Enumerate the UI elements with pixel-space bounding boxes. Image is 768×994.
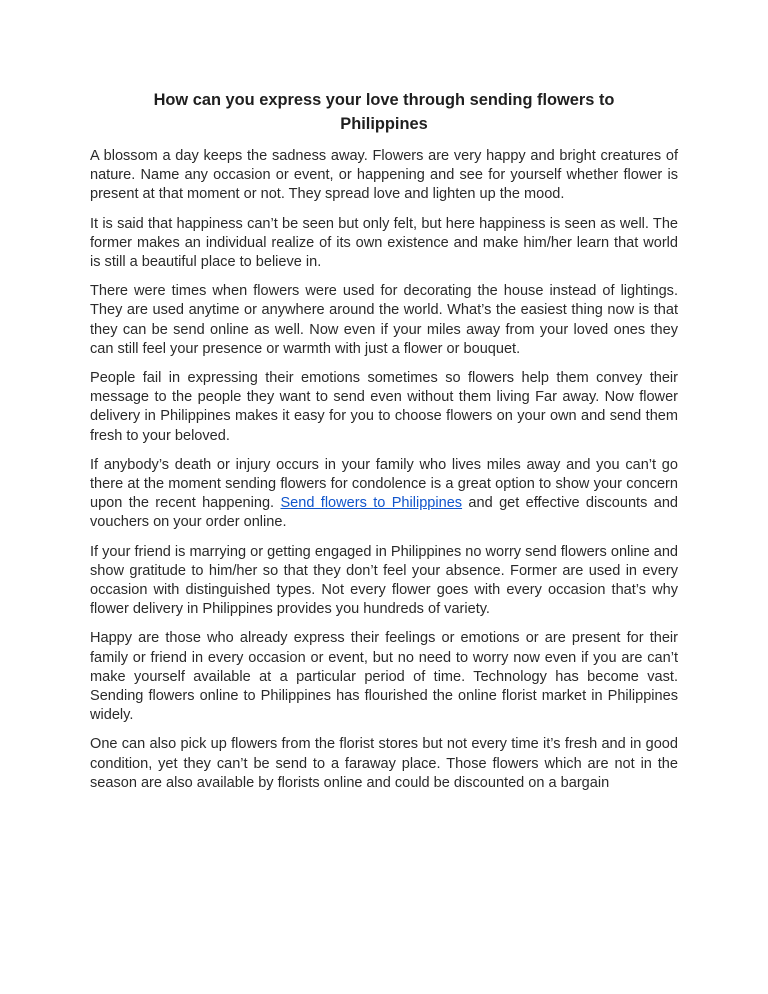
document-title: How can you express your love through sending flowers to Philippines bbox=[153, 91, 615, 133]
paragraph-4: People fail in expressing their emotions sometimes so flowers help them convey their message to the people they want to send even without them living Far away. Now flower delivery in Philippines makes it easy for you to choose flowers on your own and send them fresh to your beloved. bbox=[90, 370, 678, 444]
document-page bbox=[90, 88, 678, 803]
paragraph-1: A blossom a day keeps the sadness away. Flowers are very happy and bright creatures of nature. Name any occasion or event, or happening and see for yourself whether flower is present at that moment or not. They spread love and lighten up the mood. bbox=[90, 148, 678, 203]
paragraph-5-text-before: If anybody’s death or injury occurs in your family who lives miles away and you can’t go there at the moment sending flowers for condolence is a great option to show your concern upon the recent happening. bbox=[90, 456, 678, 512]
paragraph-8: One can also pick up flowers from the florist stores but not every time it’s fresh and in good condition, yet they can’t be send to a faraway place. Those flowers which are not in the season are also available by florists online and could be discounted on a bargain bbox=[90, 736, 678, 791]
paragraph-5 bbox=[90, 456, 678, 533]
paragraph-3: There were times when flowers were used for decorating the house instead of lightings. They are used anytime or anywhere around the world. What’s the easiest thing now is that they can be send online as well. Now even if your miles away from your loved ones they can still feel your presence or warmth with just a flower or bouquet. bbox=[90, 283, 678, 357]
paragraph-2: It is said that happiness can’t be seen but only felt, but here happiness is seen as well. The former makes an individual realize of its own existence and make him/her learn that world is still a beautiful place to believe in. bbox=[90, 215, 678, 271]
paragraph-5-text-after: and get effective discounts and vouchers on your order online. bbox=[90, 495, 678, 531]
paragraph-7: Happy are those who already express their feelings or emotions or are present for their family or friend in every occasion or event, but no need to worry now even if you are can’t make yourself available at a particular period of time. Technology has become vast. Sending flowers online to Philippines has flourished the online florist market in Philippines widely. bbox=[90, 630, 678, 724]
send-flowers-link[interactable]: Send flowers to Philippines bbox=[280, 495, 463, 512]
paragraph-6: If your friend is marrying or getting engaged in Philippines no worry send flowers online and show gratitude to him/her so that they don’t feel your absence. Former are used in every occasion with distinguished types. Not every flower goes with every occasion that’s why flower delivery in Philippines provides you hundreds of variety. bbox=[90, 543, 678, 618]
